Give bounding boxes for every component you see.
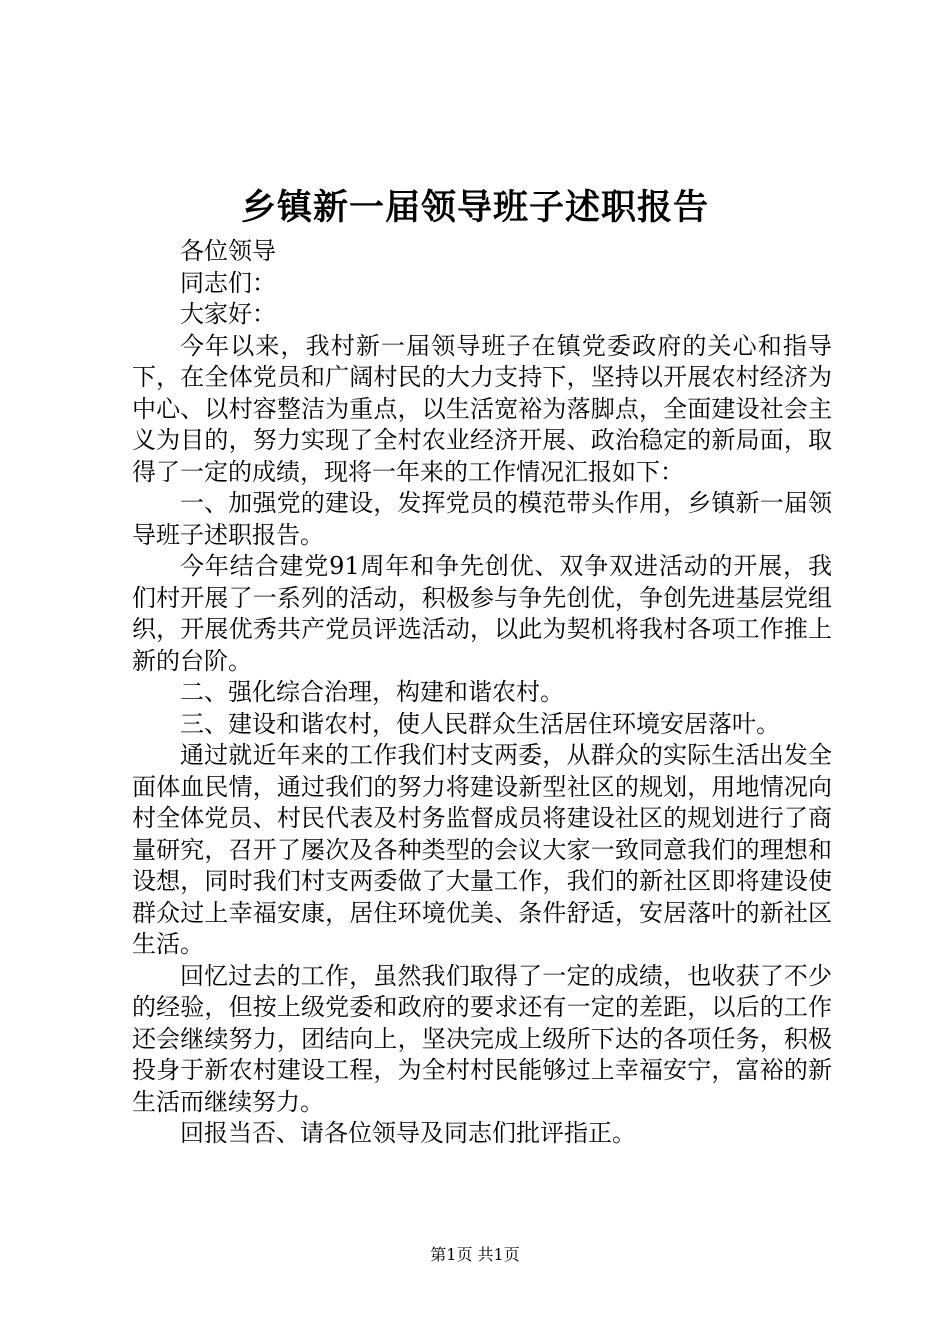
paragraph-closing: 回报当否、请各位领导及同志们批评指正。 bbox=[180, 1119, 636, 1147]
document-title: 乡镇新一届领导班子述职报告 bbox=[240, 187, 709, 228]
greeting-comrades: 同志们： bbox=[180, 268, 276, 297]
section-heading-2: 二、强化综合治理，构建和谐农村。 bbox=[180, 678, 564, 706]
paragraph-party-activities: 今年结合建党91周年和争先创优、双争双进活动的开展，我们村开展了一系列的活动，积极参与争先创优，争创先进基层党组织，开展优秀共产党员评选活动，以此为契机将我村各项工作推上新的台阶。 bbox=[132, 552, 832, 675]
document-body bbox=[132, 236, 832, 1150]
paragraph-community-planning: 通过就近年来的工作我们村支两委，从群众的实际生活出发全面体血民情，通过我们的努力将建设新型社区的规划，用地情况向村全体党员、村民代表及村务监督成员将建设社区的规划进行了商量研究，召开了屡次及各种类型的会议大家一致同意我们的理想和设想，同时我们村支两委做了大量工作，我们的新社区即将建设使群众过上幸福安康，居住环境优美、条件舒适，安居落叶的新社区生活。 bbox=[132, 741, 832, 958]
section-heading-1: 一、加强党的建设，发挥党员的模范带头作用，乡镇新一届领导班子述职报告。 bbox=[132, 489, 832, 549]
paragraph-review: 回忆过去的工作，虽然我们取得了一定的成绩，也收获了不少的经验，但按上级党委和政府的要求还有一定的差距，以后的工作还会继续努力，团结向上，坚决完成上级所下达的各项任务，积极投身于新农村建设工程，为全村村民能够过上幸福安宁，富裕的新生活而继续努力。 bbox=[132, 961, 832, 1116]
greeting-leaders: 各位领导 bbox=[180, 237, 276, 265]
paragraph-intro: 今年以来，我村新一届领导班子在镇党委政府的关心和指导下，在全体党员和广阔村民的大力支持下，坚持以开展农村经济为中心、以村容整洁为重点，以生活宽裕为落脚点，全面建设社会主义为目的，努力实现了全村农业经济开展、政治稳定的新局面，取得了一定的成绩，现将一年来的工作情况汇报如下： bbox=[132, 331, 832, 486]
greeting-everyone: 大家好： bbox=[180, 300, 276, 328]
page-footer: 第1页 共1页 bbox=[430, 1245, 520, 1264]
section-heading-3: 三、建设和谐农村，使人民群众生活居住环境安居落叶。 bbox=[180, 709, 780, 738]
